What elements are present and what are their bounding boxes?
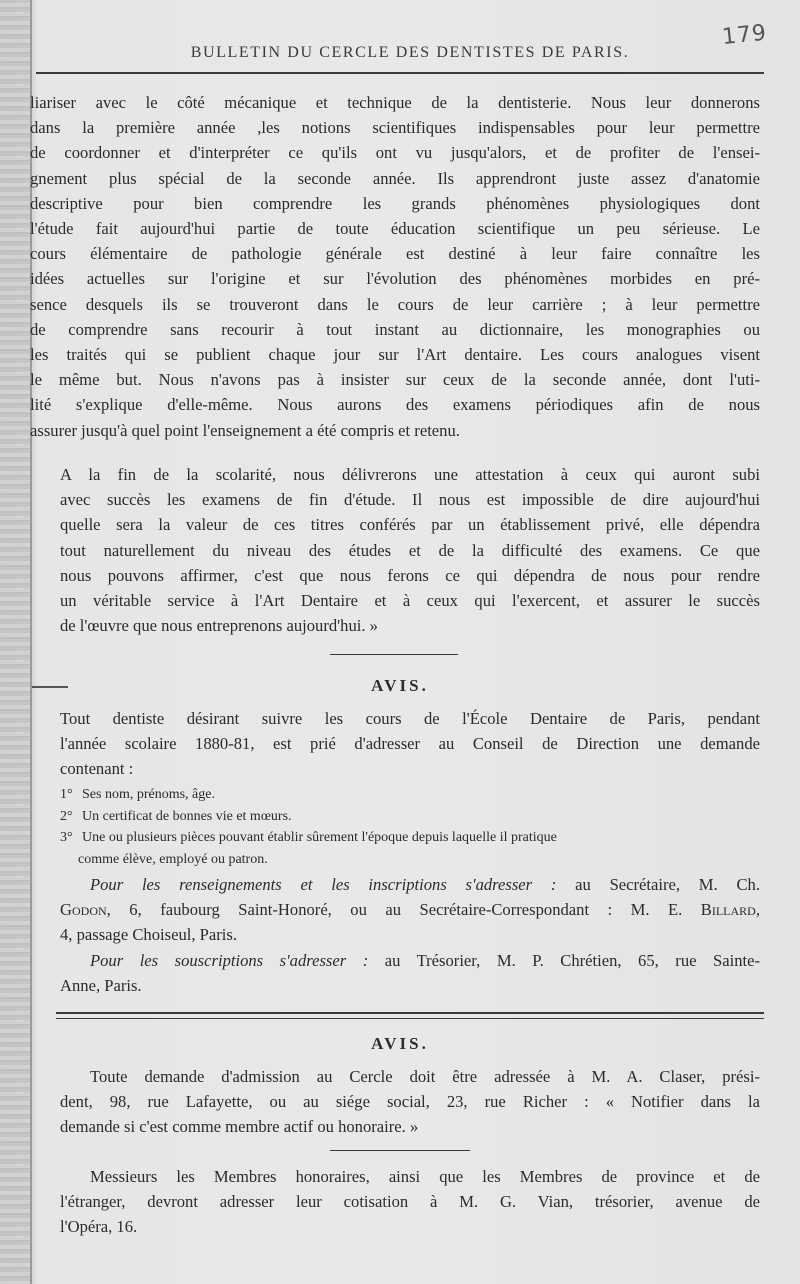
avis-1-intro-line: contenant :: [60, 759, 134, 779]
members-line: l'étranger, devront adresser leur cotisation à M. G. Vian, trésorier, avenue de: [60, 1192, 760, 1212]
paragraph-2-line: tout naturellement du niveau des études et de la difficulté des examens. Ce que: [60, 540, 760, 560]
list-item-text: Une ou plusieurs pièces pouvant établir sûrement l'époque depuis laquelle il pratique: [82, 830, 557, 845]
list-item-number: 1°: [60, 787, 73, 802]
souscriptions-line-1: [60, 948, 760, 973]
billard-name: Billard: [700, 900, 756, 920]
avis-2-line: demande si c'est comme membre actif ou honoraire. »: [60, 1117, 419, 1137]
list-item: [60, 806, 760, 828]
billard-punct: ,: [755, 900, 760, 920]
paragraph-2-line: avec succès les examens de fin d'étude. Il nous est impossible de dire aujourd'hui: [60, 490, 760, 510]
paragraph-1-line: assurer jusqu'à quel point l'enseignement a été compris et retenu.: [30, 420, 460, 440]
paragraph-2-line: de l'œuvre que nous entreprenons aujourd'hui. »: [60, 616, 378, 636]
paragraph-1: [30, 90, 760, 443]
double-rule-bottom: [56, 1018, 764, 1019]
paragraph-2-line: A la fin de la scolarité, nous délivrerons une attestation à ceux qui auront subi: [60, 465, 760, 484]
paragraph-1-line: dans la première année ,les notions scientifiques indispensables pour leur permettre: [30, 118, 760, 138]
paragraph-1-line: l'étude fait aujourd'hui partie de toute éducation scientifique un peu sérieuse. Le: [30, 219, 760, 239]
scan-edge-stripe: [0, 0, 30, 1284]
list-item-text: comme élève, employé ou patron.: [78, 851, 268, 867]
members-line: l'Opéra, 16.: [60, 1217, 138, 1237]
renseignements-line-2: [60, 897, 760, 922]
members-line: Messieurs les Membres honoraires, ainsi que les Membres de province et de: [90, 1167, 760, 1186]
paragraph-2-line: quelle sera la valeur de ces titres conférés par un établissement privé, elle dépendra: [60, 515, 760, 535]
list-item: [60, 849, 760, 871]
avis-1-intro-line: l'année scolaire 1880-81, est prié d'adresser au Conseil de Direction une demande: [60, 734, 760, 754]
paragraph-1-line: idées actuelles sur l'origine et sur l'évolution des phénomènes morbides en pré-: [30, 269, 760, 289]
souscriptions-label: Pour les souscriptions s'adresser :: [90, 950, 369, 970]
paragraph-1-line: gnement plus spécial de la seconde année. Ils apprendront juste assez d'anatomie: [30, 168, 760, 188]
paragraph-1-line: les traités qui se publient chaque jour sur l'Art dentaire. Les cours analogues visent: [30, 345, 760, 365]
renseignements-text: au Secrétaire, M. Ch.: [575, 875, 760, 894]
renseignements-label: Pour les renseignements et les inscriptions s'adresser :: [90, 875, 557, 894]
paragraph-1-line: sence desquels ils se trouveront dans le cours de leur carrière ; à leur permettre: [30, 294, 760, 314]
paragraph-2-line: un véritable service à l'Art Dentaire et à ceux qui l'exercent, et assurer le succès: [60, 591, 760, 611]
renseignements-line-1: [60, 872, 760, 897]
list-item-text: Ses nom, prénoms, âge.: [82, 787, 215, 802]
avis-2-text: [60, 1064, 760, 1140]
avis-1-intro-line: Tout dentiste désirant suivre les cours de l'École Dentaire de Paris, pendant: [60, 709, 760, 728]
paragraph-2: [60, 462, 760, 638]
paragraph-1-line: descriptive pour bien comprendre les grands phénomènes physiologiques dont: [30, 193, 760, 213]
godon-address: , 6, faubourg Saint-Honoré, ou au Secrétaire-Correspondant : M. E.: [106, 900, 683, 920]
avis-heading-1: AVIS.: [371, 676, 429, 695]
avis-2-separator: [330, 1150, 470, 1151]
avis-1-list: [60, 784, 760, 870]
list-item: [60, 784, 760, 806]
section-separator: [330, 654, 458, 655]
paragraph-1-line: de comprendre sans recourir à tout instant au dictionnaire, les monographies ou: [30, 319, 760, 339]
avis-1-contacts: [60, 872, 760, 998]
souscriptions-line-2: Anne, Paris.: [60, 975, 142, 995]
renseignements-line-3: 4, passage Choiseul, Paris.: [60, 925, 237, 945]
running-head: BULLETIN DU CERCLE DES DENTISTES DE PARIS.: [190, 44, 630, 61]
paragraph-1-line: le même but. Nous n'avons pas à insister sur ceux de la seconde année, dont l'uti-: [30, 370, 760, 390]
paragraph-1-line: de coordonner et d'interpréter ce qu'ils ont vu jusqu'alors, et de profiter de l'ensei-: [30, 143, 760, 163]
list-item-text: Un certificat de bonnes vie et mœurs.: [82, 808, 292, 824]
avis-2-line: dent, 98, rue Lafayette, ou au siége social, 23, rue Richer : « Notifier dans la: [60, 1092, 760, 1112]
souscriptions-text: au Trésorier, M. P. Chrétien, 65, rue Sainte-: [384, 950, 760, 970]
paragraph-2-line: nous pouvons affirmer, c'est que nous ferons ce qui dépendra de nous pour rendre: [60, 565, 760, 585]
header-rule: [36, 72, 764, 74]
avis-1-intro: [60, 706, 760, 782]
avis-heading-2: AVIS.: [371, 1034, 429, 1053]
godon-name: Godon: [60, 900, 107, 920]
double-rule-top: [56, 1012, 764, 1014]
avis-2-line: Toute demande d'admission au Cercle doit être adressée à M. A. Claser, prési-: [90, 1067, 760, 1086]
paragraph-1-line: liariser avec le côté mécanique et technique de la dentisterie. Nous leur donnerons: [30, 93, 760, 112]
handwritten-page-number: 179: [720, 20, 769, 51]
list-item-number: 2°: [60, 808, 73, 824]
members-paragraph: [60, 1164, 760, 1240]
paragraph-1-line: cours élémentaire de pathologie générale est destiné à leur faire connaître les: [30, 244, 760, 264]
paragraph-1-line: lité s'explique d'elle-même. Nous aurons des examens périodiques afin de nous: [30, 395, 760, 415]
list-item-number: 3°: [60, 830, 73, 845]
list-item: [60, 827, 760, 849]
